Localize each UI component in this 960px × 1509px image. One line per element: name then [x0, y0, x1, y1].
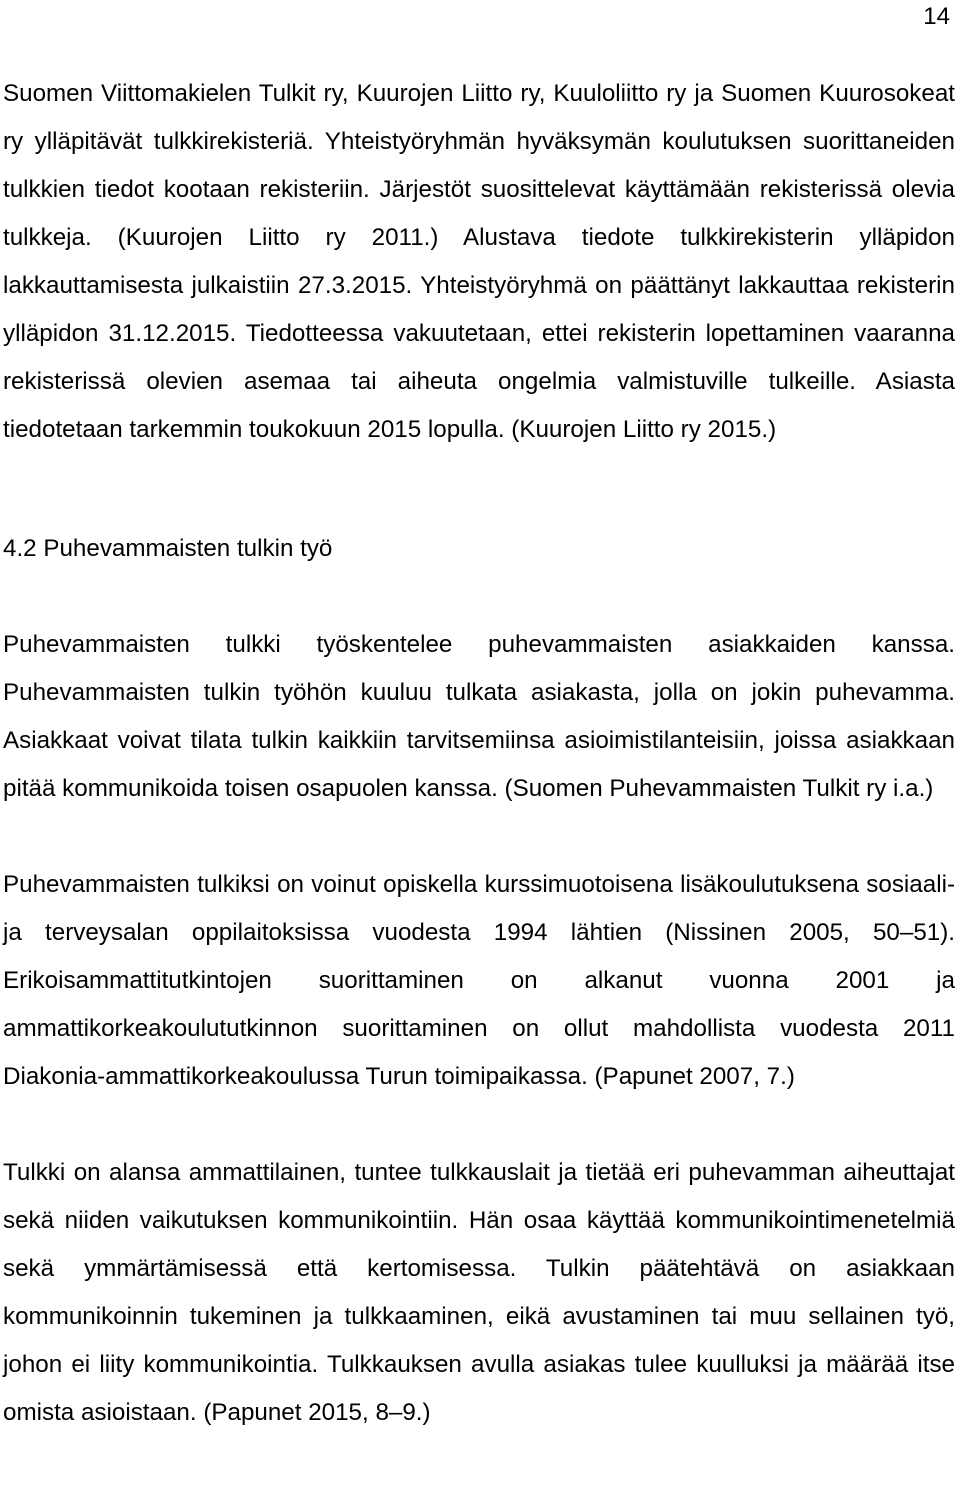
page-number: 14 — [923, 3, 950, 30]
section-heading: 4.2 Puhevammaisten tulkin työ — [3, 535, 333, 562]
paragraph-interpreter-education: Puhevammaisten tulkiksi on voinut opiskella kurssimuotoisena lisäkoulutuksena sosiaali- ja terveysalan oppilaitoksissa vuodesta 1994 lähtien (Nissinen 2005, 50–51). Erikoisammattitutkintojen suorittaminen on alkanut vuonna 2001 ja ammattikorkeakoulututkinnon suorittaminen on ollut mahdollista vuodesta 2011 Diakonia-ammattikorkeakoulussa Turun toimipaikassa. (Papunet 2007, 7.) — [3, 871, 955, 1090]
paragraph-spacer — [3, 573, 955, 621]
paragraph-interpreter-professional: Tulkki on alansa ammattilainen, tuntee tulkkauslait ja tietää eri puhevamman aiheuttajat sekä niiden vaikutuksen kommunikointiin. Hän osaa käyttää kommunikointimenetelmiä sekä ymmärtämisessä että kertomisessa. Tulkin päätehtävä on asiakkaan kommunikoinnin tukeminen ja tulkkaaminen, eikä avustaminen tai muu sellainen työ, johon ei liity kommunikointia. Tulkkauksen avulla asiakas tulee kuulluksi ja määrää itse omista asioistaan. (Papunet 2015, 8–9.) — [3, 1159, 955, 1426]
paragraph-interpreter-registry: Suomen Viittomakielen Tulkit ry, Kuurojen Liitto ry, Kuuloliitto ry ja Suomen Kuurosokeat ry ylläpitävät tulkkirekisteriä. Yhteistyöryhmän hyväksymän koulutuksen suorittaneiden tulkkien tiedot kootaan rekisteriin. Järjestöt suosittelevat käyttämään rekisterissä olevia tulkkeja. (Kuurojen Liitto ry 2011.) Alustava tiedote tulkkirekisterin ylläpidon lakkauttamisesta julkaistiin 27.3.2015. Yhteistyöryhmä on päättänyt lakkauttaa rekisterin ylläpidon 31.12.2015. Tiedotteessa vakuutetaan, ettei rekisterin lopettaminen vaaranna rekisterissä olevien asemaa tai aiheuta ongelmia valmistuville tulkeille. Asiasta tiedotetaan tarkemmin toukokuun 2015 lopulla. (Kuurojen Liitto ry 2015.) — [3, 80, 955, 443]
paragraph-spacer — [3, 454, 955, 525]
document-body — [3, 70, 955, 1437]
paragraph-spacer — [3, 813, 955, 861]
paragraph-interpreter-role: Puhevammaisten tulkki työskentelee puhevammaisten asiakkaiden kanssa. Puhevammaisten tulkin työhön kuuluu tulkata asiakasta, jolla on jokin puhevamma. Asiakkaat voivat tilata tulkin kaikkiin tarvitsemiinsa asioimistilanteisiin, joissa asiakkaan pitää kommunikoida toisen osapuolen kanssa. (Suomen Puhevammaisten Tulkit ry i.a.) — [3, 631, 955, 802]
paragraph-spacer — [3, 1101, 955, 1149]
